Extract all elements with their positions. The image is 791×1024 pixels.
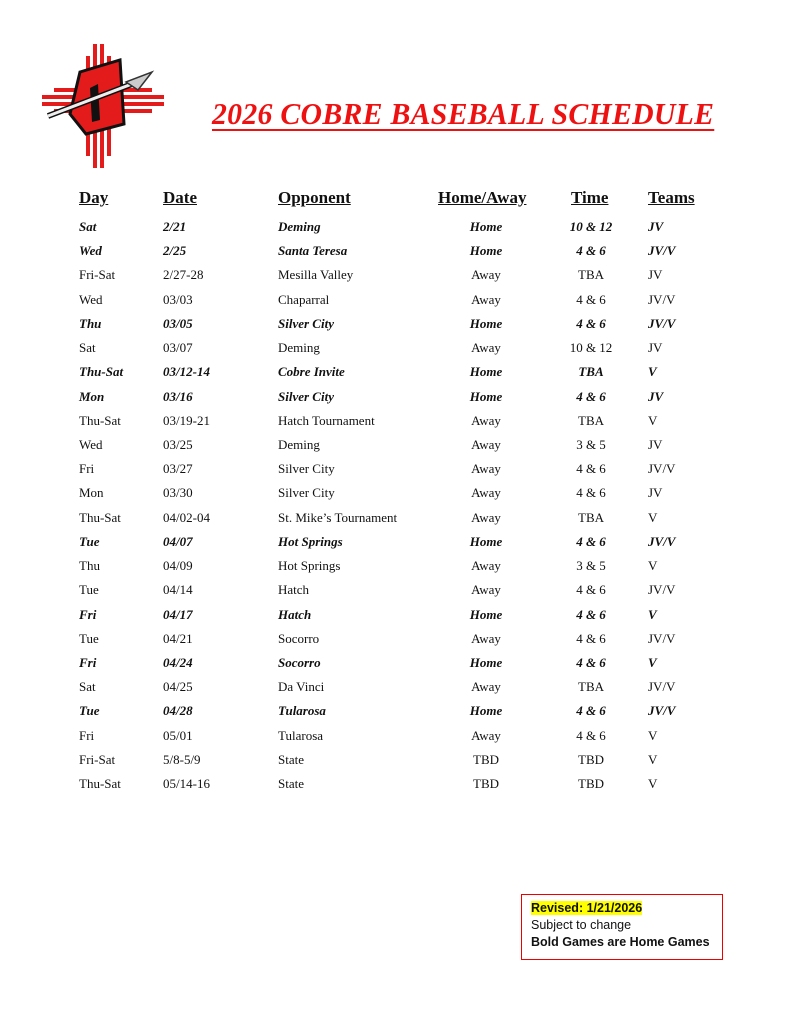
home-games-legend: Bold Games are Home Games bbox=[531, 935, 710, 949]
cell-day: Fri bbox=[79, 461, 95, 477]
cell-teams: JV/V bbox=[648, 703, 676, 719]
table-row bbox=[0, 461, 791, 485]
cell-home-away: Away bbox=[471, 509, 501, 525]
cell-time: 4 & 6 bbox=[576, 533, 606, 549]
cell-day: Fri-Sat bbox=[79, 751, 116, 767]
cell-teams: JV/V bbox=[648, 533, 676, 549]
cell-home-away: Away bbox=[471, 436, 501, 452]
cell-teams: V bbox=[648, 558, 658, 574]
cell-time: TBD bbox=[578, 751, 604, 767]
cell-date: 04/02-04 bbox=[163, 509, 210, 525]
table-row bbox=[0, 243, 791, 267]
table-row bbox=[0, 558, 791, 582]
cell-teams: V bbox=[648, 776, 658, 792]
cell-opponent: Hatch bbox=[278, 582, 310, 598]
cell-opponent: Hot Springs bbox=[278, 533, 343, 549]
table-row bbox=[0, 219, 791, 243]
cell-date: 04/21 bbox=[163, 630, 193, 646]
table-row bbox=[0, 631, 791, 655]
cell-time: 4 & 6 bbox=[576, 388, 606, 404]
cell-date: 2/21 bbox=[163, 219, 187, 234]
cell-home-away: Away bbox=[471, 679, 501, 695]
cell-teams: JV bbox=[648, 388, 664, 404]
cell-time: 4 & 6 bbox=[576, 606, 606, 622]
table-row bbox=[0, 655, 791, 679]
cell-time: 3 & 5 bbox=[576, 436, 606, 452]
cell-date: 03/07 bbox=[163, 340, 193, 356]
cell-time: TBA bbox=[578, 412, 604, 428]
cell-opponent: Mesilla Valley bbox=[278, 267, 354, 283]
cell-opponent: Silver City bbox=[278, 485, 335, 501]
cell-opponent: Socorro bbox=[278, 630, 320, 646]
cell-time: TBA bbox=[578, 509, 604, 525]
cell-home-away: Home bbox=[469, 533, 503, 549]
header-home-away: Home/Away bbox=[438, 188, 527, 207]
cell-date: 03/16 bbox=[163, 388, 193, 404]
cell-teams: V bbox=[648, 727, 658, 743]
cell-day: Fri bbox=[79, 606, 97, 622]
table-row bbox=[0, 389, 791, 413]
cell-teams: JV/V bbox=[648, 630, 676, 646]
table-row bbox=[0, 292, 791, 316]
cell-opponent: Hatch bbox=[278, 606, 312, 622]
cell-home-away: Home bbox=[469, 315, 503, 331]
page-title: 2026 COBRE BASEBALL SCHEDULE bbox=[212, 96, 715, 131]
cell-home-away: Home bbox=[469, 364, 503, 380]
cell-teams: JV bbox=[648, 219, 664, 234]
cell-date: 03/03 bbox=[163, 291, 193, 307]
table-row bbox=[0, 316, 791, 340]
table-row bbox=[0, 437, 791, 461]
cell-date: 03/19-21 bbox=[163, 412, 210, 428]
cell-date: 03/30 bbox=[163, 485, 193, 501]
cell-teams: JV bbox=[648, 485, 663, 501]
cell-opponent: St. Mike’s Tournament bbox=[278, 509, 398, 525]
cell-date: 04/28 bbox=[163, 703, 193, 719]
cell-home-away: Home bbox=[469, 703, 503, 719]
cell-opponent: Tularosa bbox=[278, 703, 326, 719]
cell-day: Thu-Sat bbox=[79, 364, 124, 380]
table-row bbox=[0, 752, 791, 776]
cell-day: Thu bbox=[79, 558, 100, 574]
cell-home-away: Away bbox=[471, 727, 501, 743]
cell-time: TBA bbox=[578, 364, 604, 380]
table-row bbox=[0, 267, 791, 291]
table-row bbox=[0, 364, 791, 388]
subject-to-change: Subject to change bbox=[531, 918, 632, 932]
cell-time: 4 & 6 bbox=[576, 243, 606, 259]
cell-date: 03/25 bbox=[163, 436, 193, 452]
cell-date: 05/01 bbox=[163, 727, 193, 743]
cell-time: 4 & 6 bbox=[576, 703, 606, 719]
cell-teams: JV/V bbox=[648, 679, 676, 695]
cell-day: Sat bbox=[79, 679, 96, 695]
cell-day: Tue bbox=[79, 630, 99, 646]
cell-teams: V bbox=[648, 364, 657, 380]
revision-note bbox=[521, 894, 723, 960]
cell-day: Sat bbox=[79, 219, 97, 234]
cell-teams: JV/V bbox=[648, 243, 676, 259]
table-row bbox=[0, 340, 791, 364]
cell-home-away: Home bbox=[469, 243, 503, 259]
cell-day: Thu-Sat bbox=[79, 509, 121, 525]
cell-day: Thu-Sat bbox=[79, 412, 121, 428]
table-row bbox=[0, 703, 791, 727]
cell-teams: JV/V bbox=[648, 315, 676, 331]
cell-home-away: Away bbox=[471, 340, 501, 356]
cell-day: Wed bbox=[79, 291, 103, 307]
cell-time: 4 & 6 bbox=[576, 727, 606, 743]
cell-day: Thu-Sat bbox=[79, 776, 121, 792]
cell-home-away: Away bbox=[471, 291, 501, 307]
table-row bbox=[0, 485, 791, 509]
cell-day: Fri-Sat bbox=[79, 267, 116, 283]
cell-date: 04/17 bbox=[163, 606, 193, 622]
cell-time: 10 & 12 bbox=[569, 340, 613, 356]
cell-time: TBA bbox=[578, 679, 604, 695]
cell-teams: V bbox=[648, 751, 658, 767]
header-date: Date bbox=[163, 188, 197, 207]
cell-opponent: Silver City bbox=[278, 388, 334, 404]
cell-date: 04/07 bbox=[163, 533, 193, 549]
cell-date: 04/14 bbox=[163, 582, 193, 598]
cell-day: Mon bbox=[79, 485, 104, 501]
cell-opponent: Socorro bbox=[278, 654, 321, 670]
table-row bbox=[0, 582, 791, 606]
cell-day: Fri bbox=[79, 654, 97, 670]
cell-home-away: Away bbox=[471, 558, 501, 574]
cell-time: 4 & 6 bbox=[576, 485, 606, 501]
cell-time: 4 & 6 bbox=[576, 630, 606, 646]
cell-time: 4 & 6 bbox=[576, 654, 606, 670]
cell-opponent: Silver City bbox=[278, 315, 334, 331]
cell-date: 2/25 bbox=[163, 243, 187, 259]
table-row bbox=[0, 510, 791, 534]
cell-home-away: Away bbox=[471, 582, 501, 598]
cell-time: 4 & 6 bbox=[576, 582, 606, 598]
cell-home-away: Home bbox=[469, 219, 503, 234]
cell-teams: JV/V bbox=[648, 291, 676, 307]
cell-day: Thu bbox=[79, 315, 102, 331]
cell-opponent: Silver City bbox=[278, 461, 335, 477]
header-teams: Teams bbox=[648, 188, 695, 207]
cell-opponent: Hot Springs bbox=[278, 558, 341, 574]
cell-home-away: Home bbox=[469, 654, 503, 670]
cell-home-away: Away bbox=[471, 267, 501, 283]
cell-opponent: State bbox=[278, 751, 304, 767]
cell-time: 10 & 12 bbox=[569, 219, 613, 234]
cell-opponent: Santa Teresa bbox=[278, 243, 348, 259]
table-row bbox=[0, 679, 791, 703]
cell-day: Tue bbox=[79, 533, 100, 549]
table-row bbox=[0, 607, 791, 631]
cell-home-away: Away bbox=[471, 412, 501, 428]
cell-home-away: Home bbox=[469, 388, 503, 404]
cell-teams: JV/V bbox=[648, 461, 676, 477]
cell-opponent: State bbox=[278, 776, 304, 792]
cell-day: Tue bbox=[79, 703, 100, 719]
cell-day: Fri bbox=[79, 727, 95, 743]
revised-date: Revised: 1/21/2026 bbox=[531, 901, 643, 915]
cell-date: 03/12-14 bbox=[163, 364, 210, 380]
cell-day: Tue bbox=[79, 582, 99, 598]
cell-opponent: Deming bbox=[278, 436, 320, 452]
cell-date: 2/27-28 bbox=[163, 267, 204, 283]
cell-date: 04/24 bbox=[163, 654, 193, 670]
cell-home-away: Home bbox=[469, 606, 503, 622]
cell-home-away: TBD bbox=[473, 776, 499, 792]
cell-date: 03/27 bbox=[163, 461, 193, 477]
cell-teams: V bbox=[648, 509, 658, 525]
cell-teams: V bbox=[648, 606, 657, 622]
cell-date: 03/05 bbox=[163, 315, 193, 331]
cell-teams: V bbox=[648, 654, 657, 670]
cell-date: 04/09 bbox=[163, 558, 193, 574]
cell-opponent: Hatch Tournament bbox=[278, 412, 375, 428]
cell-opponent: Tularosa bbox=[278, 727, 324, 743]
cell-opponent: Da Vinci bbox=[278, 679, 325, 695]
cell-day: Mon bbox=[79, 388, 105, 404]
table-row bbox=[0, 413, 791, 437]
cell-opponent: Cobre Invite bbox=[278, 364, 345, 380]
cell-home-away: Away bbox=[471, 485, 501, 501]
header-time: Time bbox=[571, 188, 609, 207]
cell-time: TBA bbox=[578, 267, 604, 283]
header-day: Day bbox=[79, 188, 109, 207]
cell-opponent: Chaparral bbox=[278, 291, 330, 307]
cell-day: Wed bbox=[79, 243, 102, 259]
cobre-logo-icon bbox=[42, 44, 164, 168]
cell-day: Sat bbox=[79, 340, 96, 356]
cell-time: TBD bbox=[578, 776, 604, 792]
cell-opponent: Deming bbox=[278, 219, 321, 234]
cell-home-away: Away bbox=[471, 461, 501, 477]
cell-opponent: Deming bbox=[278, 340, 320, 356]
header-opponent: Opponent bbox=[278, 188, 351, 207]
cell-time: 4 & 6 bbox=[576, 315, 606, 331]
table-row bbox=[0, 776, 791, 800]
table-row bbox=[0, 534, 791, 558]
cell-date: 04/25 bbox=[163, 679, 193, 695]
cell-day: Wed bbox=[79, 436, 103, 452]
cell-time: 4 & 6 bbox=[576, 291, 606, 307]
table-row bbox=[0, 728, 791, 752]
cell-teams: JV/V bbox=[648, 582, 676, 598]
cell-teams: JV bbox=[648, 267, 663, 283]
cell-time: 3 & 5 bbox=[576, 558, 606, 574]
cell-home-away: Away bbox=[471, 630, 501, 646]
cell-home-away: TBD bbox=[473, 751, 499, 767]
cell-date: 5/8-5/9 bbox=[163, 751, 201, 767]
cell-time: 4 & 6 bbox=[576, 461, 606, 477]
cell-teams: JV bbox=[648, 436, 663, 452]
cell-teams: V bbox=[648, 412, 658, 428]
cell-date: 05/14-16 bbox=[163, 776, 210, 792]
cell-teams: JV bbox=[648, 340, 663, 356]
